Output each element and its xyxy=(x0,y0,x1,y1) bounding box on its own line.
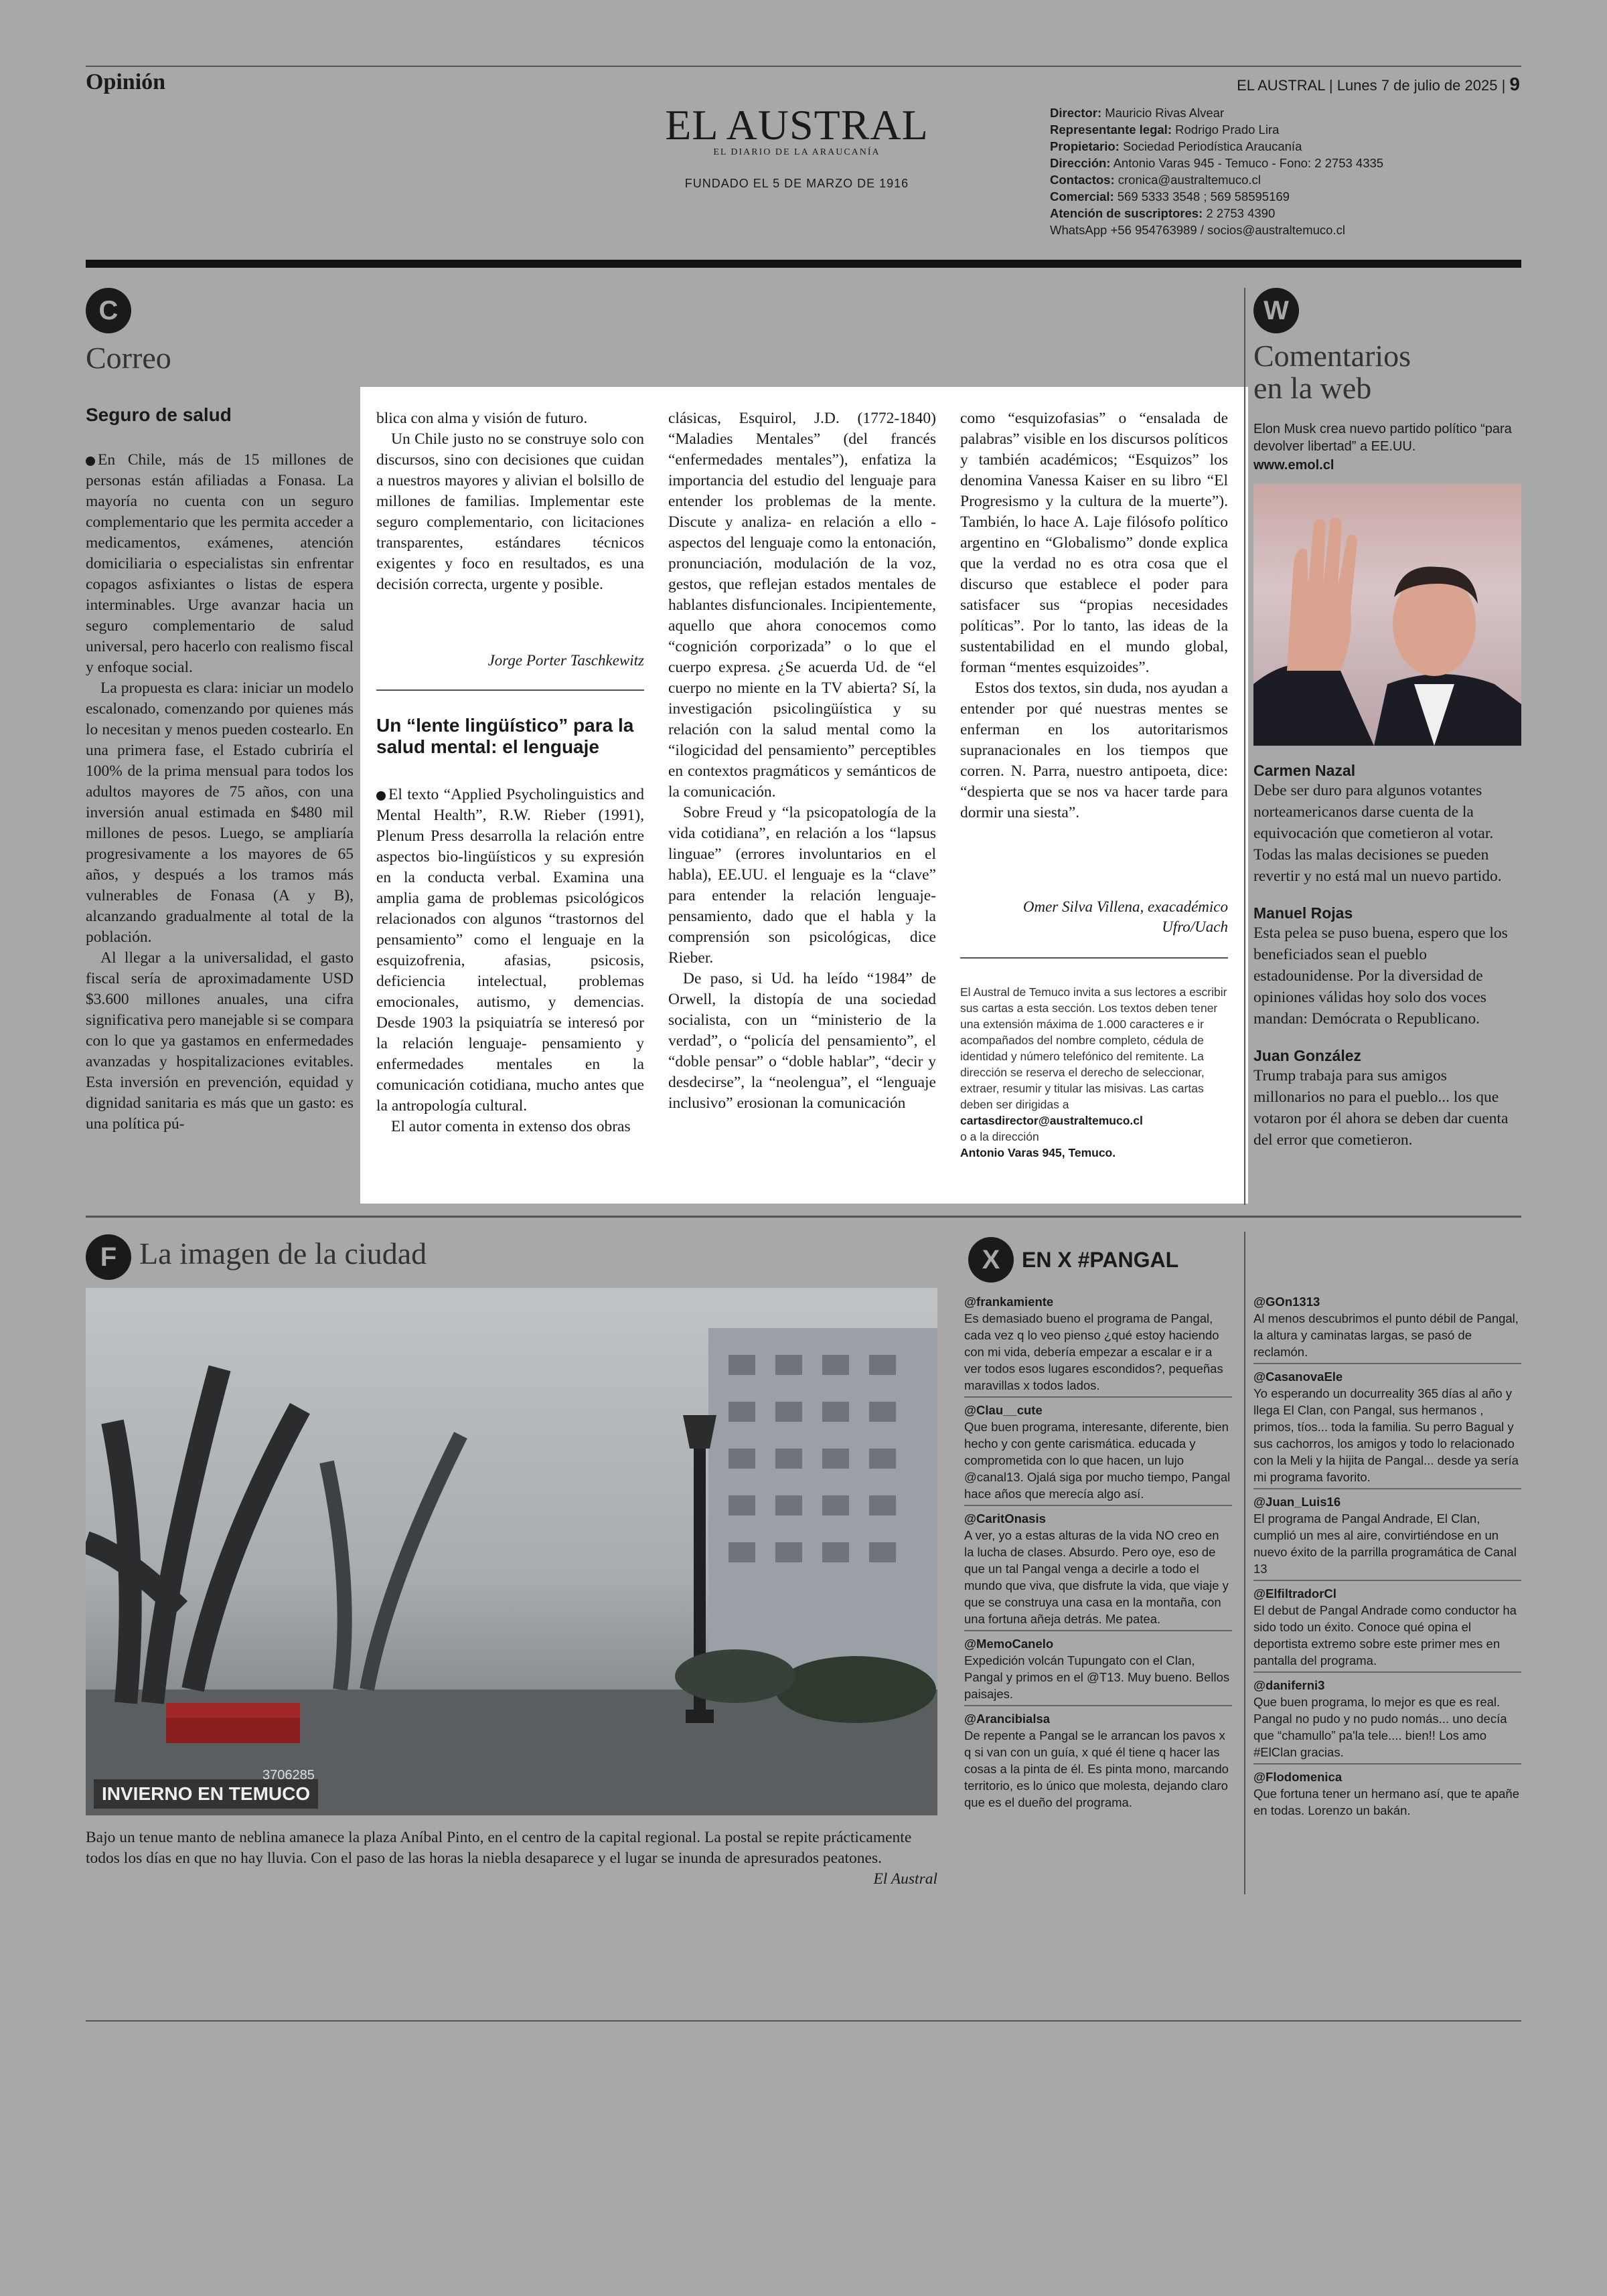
tweet-handle[interactable]: @ElfiltradorCl xyxy=(1253,1586,1336,1601)
caption-text: Bajo un tenue manto de neblina amanece la plaza Aníbal Pinto, en el centro de la capital regional. La postal se repite prácticamente todos los días en que no hay lluvia. Con el paso de las horas la niebla desaparece y el lugar se inunda de apresurados peatones. xyxy=(86,1829,912,1867)
staff-line: Dirección: Antonio Varas 945 - Temuco - Fono: 2 2753 4335 xyxy=(1050,156,1384,170)
web-source-link[interactable]: www.emol.cl xyxy=(1253,458,1334,473)
bottom-rule xyxy=(86,2020,1521,2022)
letter-body-continued xyxy=(668,408,936,1114)
letter-headline: Seguro de salud xyxy=(86,404,232,425)
staff-box xyxy=(1050,104,1383,238)
signature-name: Omer Silva Villena, exacadémico xyxy=(1022,898,1228,915)
letter-headline: Un “lente lingüístico” para la salud mental: el lenguaje xyxy=(376,715,634,757)
letter-paragraph: Un Chile justo no se construye solo con discursos, sino con decisiones que cuidan a nuestros mayores y alivian el bolsillo de millones de familias. Implementar este seguro complementario, con licitaciones transparentes, estándares técnicos exigentes y foco en resultados, es una decisión correcta, urgente y posible. xyxy=(376,430,644,593)
web-comment xyxy=(1253,762,1521,887)
notice-text: El Austral de Temuco invita a sus lectores a escribir sus cartas a esta sección. Los textos deben tener una extensión máxima de 1.000 caracteres e ir acompañados del nombre completo, cédula de identidad y número telefónico del remitente. La dirección se reserva el derecho de seleccionar, extraer, resumir y titular las misivas. Las cartas deben ser dirigidas a xyxy=(960,985,1227,1111)
web-comments xyxy=(1253,762,1521,1151)
signature-affiliation: Ufro/Uach xyxy=(1162,918,1228,935)
newspaper-logo: EL AUSTRAL xyxy=(665,101,929,149)
tweet xyxy=(1253,1368,1521,1489)
staff-line: WhatsApp +56 954763989 / socios@australtemuco.cl xyxy=(1050,223,1345,237)
letter-paragraph: El autor comenta in extenso dos obras xyxy=(391,1118,631,1135)
x-badge: X xyxy=(968,1237,1014,1283)
tweet-text: Yo esperando un docurreality 365 días al año y llega El Clan, con Pangal, sus hermanos , primos, tíos... toda la familia. Su perro Bagual y sus cachorros, los amigos y todo lo relacionado con la Meli y la hijita de Pangal... desde ya sería mi programa favorito. xyxy=(1253,1386,1519,1484)
photo-credit: El Austral xyxy=(873,1870,937,1888)
foggy-plaza-illustration xyxy=(86,1288,937,1815)
tweet-handle[interactable]: @GOn1313 xyxy=(1253,1295,1320,1309)
comment-text: Trump trabaja para sus amigos millonarios no para el pueblo... los que votaron por él ahora se deben dar cuenta del error que cometieron. xyxy=(1253,1067,1509,1149)
tweet-text: De repente a Pangal se le arrancan los pavos x q si van con un guía, x qué él tiene q hacer las cosas a la pinta de él. Es pinta mono, marcando territorio, es lo único que molesta, dejando claro que es el dueño del programa. xyxy=(964,1728,1229,1809)
paper-name: EL AUSTRAL xyxy=(1237,77,1325,94)
tweet-text: El debut de Pangal Andrade como conductor ha sido todo un éxito. Conoce qué opina el deportista extremo sobre este primer mes en pantalla del programa. xyxy=(1253,1603,1517,1667)
tweet xyxy=(1253,1769,1521,1821)
city-photo xyxy=(86,1288,937,1815)
notice-address: Antonio Varas 945, Temuco. xyxy=(960,1146,1116,1159)
tweet-handle[interactable]: @Clau__cute xyxy=(964,1403,1043,1417)
staff-line: Comercial: 569 5333 3548 ; 569 58595169 xyxy=(1050,189,1290,203)
tweet-text: Al menos descubrimos el punto débil de Pangal, la altura y caminatas largas, se pasó de reclamón. xyxy=(1253,1311,1519,1359)
letter-divider xyxy=(376,689,644,691)
tweet xyxy=(1253,1677,1521,1765)
tweet-text: Que buen programa, lo mejor es que es real. Pangal no pudo y no pudo nomás... uno decía que “chamullo” pa'la tele.... bien!! Los amo #ElClan gracias. xyxy=(1253,1695,1507,1759)
notice-or: o a la dirección xyxy=(960,1130,1039,1143)
tweet-text: Es demasiado bueno el programa de Pangal, cada vez q lo veo pienso ¿qué estoy haciendo con mi vida, debería empezar a escalar e ir a ver todos esos lugares escondidos?, pequeñas maravillas x todos lados. xyxy=(964,1311,1223,1392)
comment-text: Debe ser duro para algunos votantes norteamericanos darse cuenta de la equivocación que cometieron al votar. Todas las malas decisiones se pueden revertir y no está mal un nuevo partido. xyxy=(1253,782,1502,885)
person-waving-illustration xyxy=(1253,483,1521,746)
letter-paragraph: como “esquizofasias” o “ensalada de palabras” visible en los discursos políticos y también académicos; “Esquizos” los denomina Vanessa Kaiser en su libro “El Progresismo y la cultura de la muerte”). También, lo hace A. Laje filósofo político argentino en “Globalismo” donde explica que la verdad no es otra cosa que el discurso que establece el poder para satisfacer sus “propias necesidades políticas”. Por lo tanto, las ideas de la sustentabilidad en el mundo global, forman “mentes esquizoides”. xyxy=(960,410,1228,676)
tweet-handle[interactable]: @daniferni3 xyxy=(1253,1678,1325,1692)
letter-signature: Jorge Porter Taschkewitz xyxy=(487,652,644,669)
tweet-text: A ver, yo a estas alturas de la vida NO creo en la lucha de clases. Absurdo. Pero oye, eso de que un tal Pangal venga a decirle a todo el mundo que viva, que disfrute la vida, que viaje y que se construya una casa en la montaña, con una fortuna añeja detrás. Me patea. xyxy=(964,1528,1229,1626)
tweet-handle[interactable]: @CaritOnasis xyxy=(964,1511,1046,1526)
tweet xyxy=(964,1635,1232,1706)
web-comment xyxy=(1253,1047,1521,1151)
comment-text: Esta pelea se puso buena, espero que los beneficiados sean el pueblo estadounidense. Por la diversidad de opiniones válidas hoy solo dos voces mandan: Demócrata o Republicano. xyxy=(1253,924,1508,1028)
founded-date: FUNDADO EL 5 DE MARZO DE 1916 xyxy=(684,177,909,190)
notice-divider xyxy=(960,957,1228,959)
tweet xyxy=(964,1402,1232,1506)
tweet xyxy=(964,1710,1232,1813)
tweet-handle[interactable]: @Flodomenica xyxy=(1253,1770,1343,1784)
staff-line: Atención de suscriptores: 2 2753 4390 xyxy=(1050,206,1276,220)
comment-author: Manuel Rojas xyxy=(1253,904,1353,922)
staff-line: Director: Mauricio Rivas Alvear xyxy=(1050,106,1225,120)
web-story: Elon Musk crea nuevo partido político “para devolver libertad” a EE.UU. xyxy=(1253,422,1512,454)
letter-signature xyxy=(960,897,1228,937)
letter-paragraph: clásicas, Esquirol, J.D. (1772-1840) “Maladies Mentales” (del francés “enfermedades mentales”), enfatiza la importancia del estudio del lenguaje para entender los problemas de la mente. Discute y analiza- en relación a ello - aspectos del lenguaje como la entonación, pronunciación, modulación de la voz, gestos, que reflejan estados mentales de hablantes disfuncionales. Incipientemente, aquello que ahora conocemos como “cognición corporizada” o lo que el cuerpo expresa. ¿Se acuerda Ud. de “el cuerpo no miente en la TV abierta? Sí, la investigación psicolingüística y su relación con la salud mental como la “ilogicidad del pensamiento” perceptibles en contextos pragmáticos y semánticos de la comunicación. xyxy=(668,410,936,801)
tweet-handle[interactable]: @MemoCanelo xyxy=(964,1637,1054,1651)
staff-line: Propietario: Sociedad Periodística Araucanía xyxy=(1050,139,1302,153)
x-column-1 xyxy=(964,1293,1232,1817)
tweet xyxy=(1253,1585,1521,1673)
letter-paragraph: En Chile, más de 15 millones de personas están afiliadas a Fonasa. La mayoría no cuenta con un seguro complementario que les permita acceder a medicamentos, exámenes, atención domiciliaria o especialistas sin enfrentar copagos asfixiantes o listas de espera interminables. Urge avanzar hacia un seguro complementario de salud universal, pero hacerlo con realismo fiscal y enfoque social. xyxy=(86,451,354,676)
city-badge: F xyxy=(86,1234,131,1280)
web-badge: W xyxy=(1253,288,1299,333)
page-number: 9 xyxy=(1509,74,1520,94)
tweet-handle[interactable]: @Juan_Luis16 xyxy=(1253,1495,1341,1509)
tweet-text: Expedición volcán Tupungato con el Clan, Pangal y primos en el @T13. Muy bueno. Bellos paisajes. xyxy=(964,1653,1230,1701)
staff-line: Representante legal: Rodrigo Prado Lira xyxy=(1050,122,1280,137)
comment-author: Juan González xyxy=(1253,1047,1362,1064)
web-comment xyxy=(1253,904,1521,1030)
photo-caption xyxy=(86,1827,937,1890)
letter-paragraph: El texto “Applied Psycholinguistics and Mental Health”, R.W. Rieber (1991), Plenum Press desarrolla la relación entre aspectos bio-lingüísticos y su expresión en la conducta verbal. Examina una amplia gama de problemas psicológicos relacionados con algunos “trastornos del pensamiento” como el lenguaje en la esquizofrenia, afasias, psicosis, deficiencia intelectual, problemas emocionales, autismo, y demencias. Desde 1903 la psiquiatría se interesó por la relación lenguaje- pensamiento y enfermedades mentales en la comunicación cotidiana, mucho antes que la antropología cultural. xyxy=(376,786,644,1115)
correo-title: Correo xyxy=(86,341,171,375)
section-name: Opinión xyxy=(86,70,166,94)
letter-paragraph: De paso, si Ud. ha leído “1984” de Orwell, la distopía de una sociedad socialista, con un “ministerio de la verdad”, o “policía del pensamiento”, el “doble pensar” o “doble hablar”, “decir y desdecirse”, la “neolengua”, el “lenguaje inclusivo” erosionan la comunicación xyxy=(668,970,936,1112)
correo-badge: C xyxy=(86,288,131,333)
tweet xyxy=(1253,1293,1521,1364)
tweet-handle[interactable]: @frankamiente xyxy=(964,1295,1054,1309)
tweet-text: El programa de Pangal Andrade, El Clan, cumplió un mes al aire, convirtiéndose en un nuevo éxito de la parrilla programática de Canal 13 xyxy=(1253,1511,1517,1576)
web-title: Comentarios en la web xyxy=(1253,339,1411,405)
top-rule xyxy=(86,66,1521,67)
tweet-handle[interactable]: @Arancibialsa xyxy=(964,1712,1051,1726)
x-title: EN X #PANGAL xyxy=(1022,1248,1179,1272)
tweet-handle[interactable]: @CasanovaEle xyxy=(1253,1370,1343,1384)
tweet xyxy=(964,1510,1232,1631)
letter-body xyxy=(86,450,354,1135)
staff-line: Contactos: cronica@australtemuco.cl xyxy=(1050,173,1261,187)
letters-notice xyxy=(960,984,1228,1161)
tweet xyxy=(964,1293,1232,1398)
issue-date: Lunes 7 de julio de 2025 xyxy=(1336,77,1498,94)
tweet-text: Que buen programa, interesante, diferente, bien hecho y con gente carismática. educada y comprometida con lo que hacen, un lujo @canal13. Ojalá siga por mucho tiempo, Pangal hace años que merecía algo así. xyxy=(964,1420,1231,1501)
letter-body-continued xyxy=(960,408,1228,823)
header-bottom-rule xyxy=(86,260,1521,268)
letter-body-continued xyxy=(376,408,644,595)
newspaper-tagline: EL DIARIO DE LA ARAUCANÍA xyxy=(713,147,881,157)
letter-paragraph: Al llegar a la universalidad, el gasto fiscal sería de aproximadamente USD $3.600 millones anuales, una cifra significativa pero manejable si se compara con lo que ya gastamos en enfermedades avanzadas y hospitalizaciones evitables. Esta inversión en prevención, equidad y dignidad sanitaria es más que un gasto: es una política pú- xyxy=(86,949,354,1133)
section-rule xyxy=(86,1216,1521,1218)
letter-paragraph: Sobre Freud y “la psicopatología de la vida cotidiana”, en relación a los “lapsus linguae” (errores involuntarios en el habla), EE.UU. el lenguaje es la “clave” para entender la relación lenguaje-pensamiento, dado que el habla y la comprensión son psicológicas, dice Rieber. xyxy=(668,804,936,967)
letter-body xyxy=(376,785,644,1137)
letter-paragraph: La propuesta es clara: iniciar un modelo escalonado, comenzando por quienes más lo necesitan y menos pueden costearlo. En una primera fase, el Estado cubriría el 100% de la prima mensual para todos los adultos mayores de 75 años, con una inversión anual estimada en $480 mil millones de pesos. Luego, se ampliaría progresivamente a los mayores de 65 años, y después a los tramos más vulnerables de Fonasa (A y B), alcanzando gradualmente al total de la población. xyxy=(86,679,354,946)
city-title: La imagen de la ciudad xyxy=(139,1236,427,1270)
letter-paragraph: blica con alma y visión de futuro. xyxy=(376,410,588,427)
tweet xyxy=(1253,1493,1521,1581)
x-column-2 xyxy=(1253,1293,1521,1825)
column-separator xyxy=(1244,288,1245,1205)
page-info: EL AUSTRAL | Lunes 7 de julio de 2025 | 9 xyxy=(1237,74,1520,94)
photo-label: INVIERNO EN TEMUCO xyxy=(94,1779,318,1809)
masthead xyxy=(643,100,951,158)
photo-id: 3706285 xyxy=(262,1768,315,1783)
musk-photo xyxy=(1253,483,1521,746)
comment-author: Carmen Nazal xyxy=(1253,762,1356,779)
notice-email-link[interactable]: cartasdirector@australtemuco.cl xyxy=(960,1114,1143,1127)
x-column-separator xyxy=(1244,1232,1245,1894)
letter-paragraph: Estos dos textos, sin duda, nos ayudan a entender por qué nuestras mentes se enferman en los autoritarismos supranacionales en los tiempos que corren. N. Parra, nuestro antipoeta, dice: “despierta que se nos va hacer tarde para dormir una siesta”. xyxy=(960,679,1228,821)
tweet-text: Que fortuna tener un hermano así, que te apañe en todas. Lorenzo un bakán. xyxy=(1253,1787,1520,1817)
